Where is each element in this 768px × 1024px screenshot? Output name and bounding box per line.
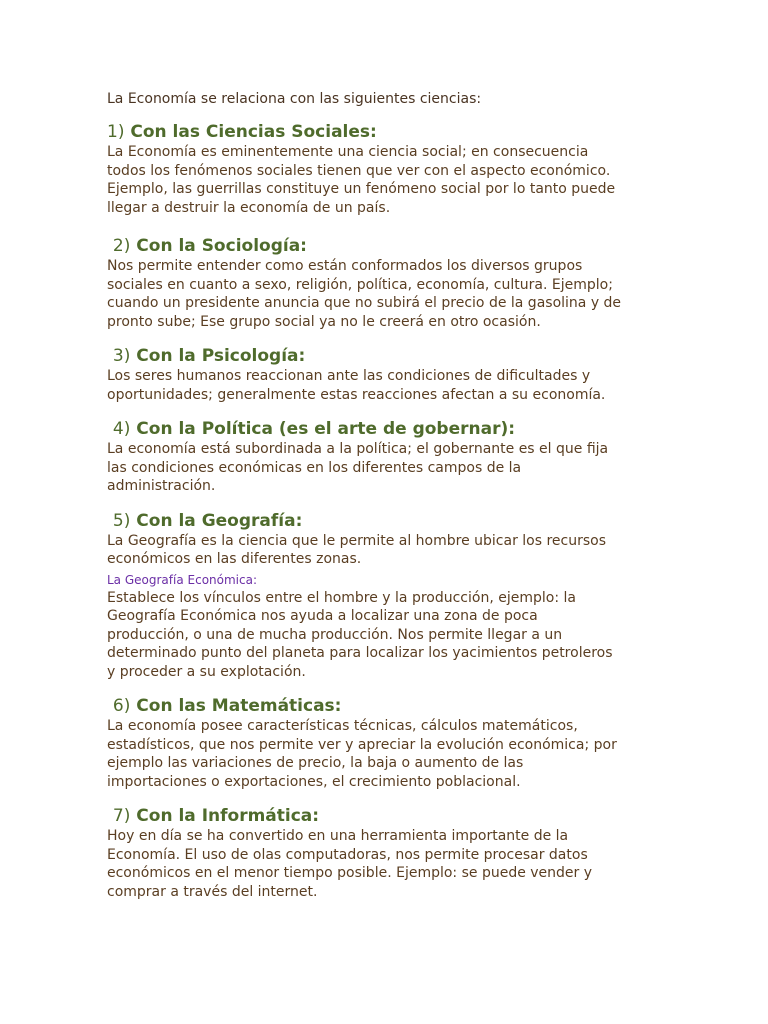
section-number: 2) xyxy=(112,236,131,256)
section-sociologia xyxy=(107,235,667,331)
section-psicologia xyxy=(107,345,667,404)
section-matematicas xyxy=(107,695,667,791)
section-title: Con la Psicología: xyxy=(136,346,306,366)
subsection-heading: La Geografía Económica: xyxy=(107,572,257,587)
section-text: La economía está subordinada a la política; el gobernante es el que fija las condiciones económicas en los diferentes campos de la administración. xyxy=(107,441,609,494)
section-title: Con las Matemáticas: xyxy=(136,696,342,716)
section-heading xyxy=(107,805,667,827)
section-title: Con las Ciencias Sociales: xyxy=(130,122,377,142)
section-ciencias-sociales xyxy=(107,121,667,217)
section-text: La Geografía es la ciencia que le permite al hombre ubicar los recursos económicos en las diferentes zonas. xyxy=(107,532,607,567)
section-text: Hoy en día se ha convertido en una herramienta importante de la Economía. El uso de olas computadoras, nos permite procesar datos económicos en el menor tiempo posible. Ejemplo: se puede vender y comprar a través del internet. xyxy=(107,828,593,900)
section-number: 3) xyxy=(112,346,131,366)
section-title: Con la Informática: xyxy=(136,806,320,826)
section-number: 4) xyxy=(112,419,131,439)
section-number: 7) xyxy=(112,806,131,826)
document-page xyxy=(107,90,667,901)
section-title: Con la Política (es el arte de gobernar): xyxy=(136,419,516,439)
section-text: Los seres humanos reaccionan ante las condiciones de dificultades y oportunidades; generalmente estas reacciones afectan a su economía. xyxy=(107,368,606,403)
section-informatica xyxy=(107,805,667,901)
intro-text: La Economía se relaciona con las siguientes ciencias: xyxy=(107,91,482,107)
section-geografia xyxy=(107,510,667,682)
section-number: 6) xyxy=(112,696,131,716)
section-heading xyxy=(107,510,667,532)
section-heading xyxy=(107,695,667,717)
section-text: Nos permite entender como están conformados los diversos grupos sociales en cuanto a sexo, religión, política, economía, cultura. Ejemplo; cuando un presidente anuncia que no subirá el precio de la gasolina y de pronto sube; Ese grupo social ya no le creerá en otro ocasión. xyxy=(107,258,622,330)
section-heading xyxy=(107,235,667,257)
section-title: Con la Sociología: xyxy=(136,236,307,256)
section-heading xyxy=(107,345,667,367)
section-number: 1) xyxy=(107,122,125,142)
section-text: La economía posee características técnicas, cálculos matemáticos, estadísticos, que nos permite ver y apreciar la evolución económica; por ejemplo las variaciones de precio, la baja o aumento de las importaciones o exportaciones, el crecimiento poblacional. xyxy=(107,718,617,790)
subsection-text: Establece los vínculos entre el hombre y la producción, ejemplo: la Geografía Económica nos ayuda a localizar una zona de poca producción, o una de mucha producción. Nos permite llegar a un determinado punto del planeta para localizar los yacimientos petroleros y proceder a su explotación. xyxy=(107,589,613,680)
section-number: 5) xyxy=(112,510,131,531)
section-heading xyxy=(107,121,667,143)
section-heading xyxy=(107,418,667,440)
section-text: La Economía es eminentemente una ciencia social; en consecuencia todos los fenómenos sociales tienen que ver con el aspecto económico. Ejemplo, las guerrillas constituye un fenómeno social por lo tanto puede llegar a destruir la economía de un país. xyxy=(107,144,616,216)
section-title: Con la Geografía: xyxy=(136,510,303,531)
section-politica xyxy=(107,418,667,496)
